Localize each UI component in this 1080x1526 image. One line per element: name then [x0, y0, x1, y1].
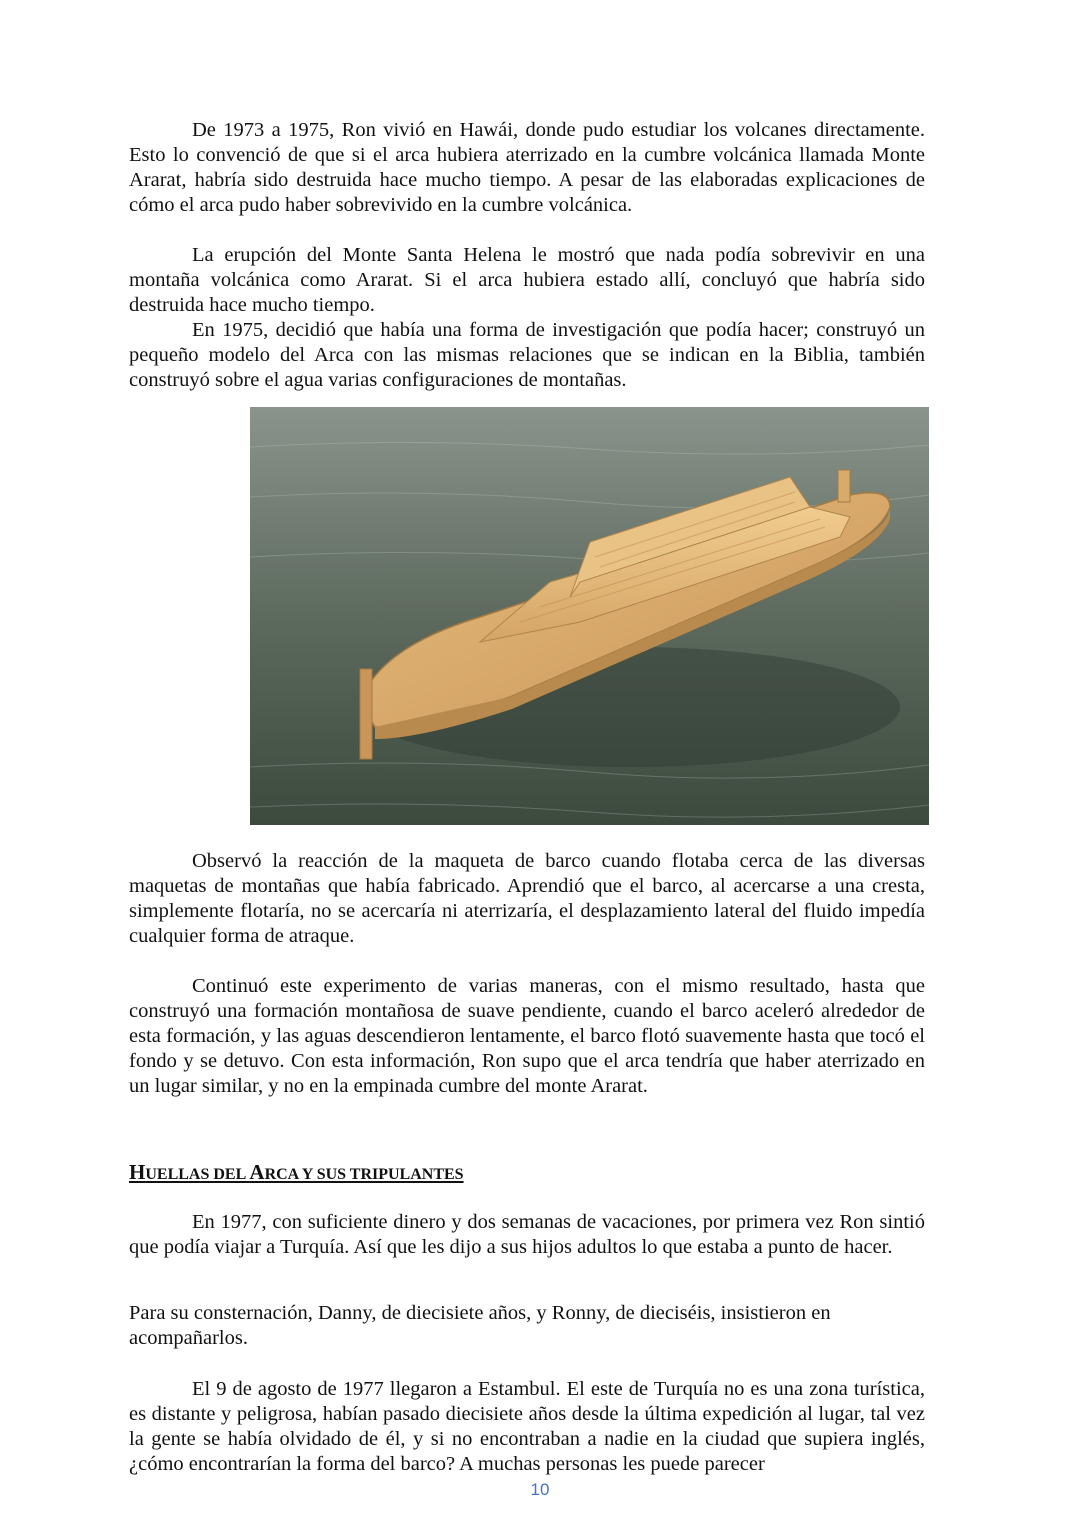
paragraph-1: De 1973 a 1975, Ron vivió en Hawái, donde pudo estudiar los volcanes directamente. Esto lo convenció de que si el arca hubiera aterrizado en la cumbre volcánica llamada Monte Ararat, habría sido destruida hace mucho tiempo. A pesar de las elaboradas explicaciones de cómo el arca pudo haber sobrevivido en la cumbre volcánica.: [129, 119, 925, 216]
paragraph-8: El 9 de agosto de 1977 llegaron a Estambul. El este de Turquía no es una zona turística, es distante y peligrosa, habían pasado diecisiete años desde la última expedición al lugar, tal vez la gente se había olvidado de él, y si no encontraban a nadie en la ciudad que supiera inglés, ¿cómo encontrarían la forma del barco? A muchas personas les puede parecer: [129, 1378, 925, 1475]
heading-rest-2: RCA Y SUS TRIPULANTES: [264, 1166, 464, 1183]
paragraph-7: Para su consternación, Danny, de diecisiete años, y Ronny, de dieciséis, insistieron en acompañarlos.: [129, 1302, 831, 1349]
stern-post: [838, 470, 850, 502]
paragraph-5: Continuó este experimento de varias maneras, con el mismo resultado, hasta que construyó una formación montañosa de suave pendiente, cuando el barco aceleró alrededor de esta formación, y las aguas descendieron lentamente, el barco flotó suavemente hasta que tocó el fondo y se detuvo. Con esta información, Ron supo que el arca tendría que haber aterrizado en un lugar similar, y no en la empinada cumbre del monte Ararat.: [129, 975, 925, 1097]
bow-post: [360, 669, 372, 759]
paragraph-4: Observó la reacción de la maqueta de barco cuando flotaba cerca de las diversas maquetas de montañas que había fabricado. Aprendió que el barco, al acercarse a una cresta, simplemente flotaría, no se acercaría ni aterrizaría, el desplazamiento lateral del fluido impedía cualquier forma de atraque.: [129, 850, 925, 947]
heading-cap-1: H: [129, 1160, 146, 1184]
paragraph-6: En 1977, con suficiente dinero y dos semanas de vacaciones, por primera vez Ron sintió que podía viajar a Turquía. Así que les dijo a sus hijos adultos lo que estaba a punto de hacer.: [129, 1211, 925, 1258]
paragraph-3: En 1975, decidió que había una forma de investigación que podía hacer; construyó un pequeño modelo del Arca con las mismas relaciones que se indican en la Biblia, también construyó sobre el agua varias configuraciones de montañas.: [129, 319, 925, 391]
heading-rest-1: UELLAS DEL: [145, 1166, 250, 1183]
paragraph-2: La erupción del Monte Santa Helena le mostró que nada podía sobrevivir en una montaña volcánica como Ararat. Si el arca hubiera estado allí, concluyó que habría sido destruida hace mucho tiempo.: [129, 244, 925, 316]
ark-model-photo: [250, 407, 929, 825]
section-heading: [129, 1160, 464, 1185]
page-number: 10: [530, 1480, 550, 1499]
heading-cap-2: A: [249, 1160, 265, 1184]
